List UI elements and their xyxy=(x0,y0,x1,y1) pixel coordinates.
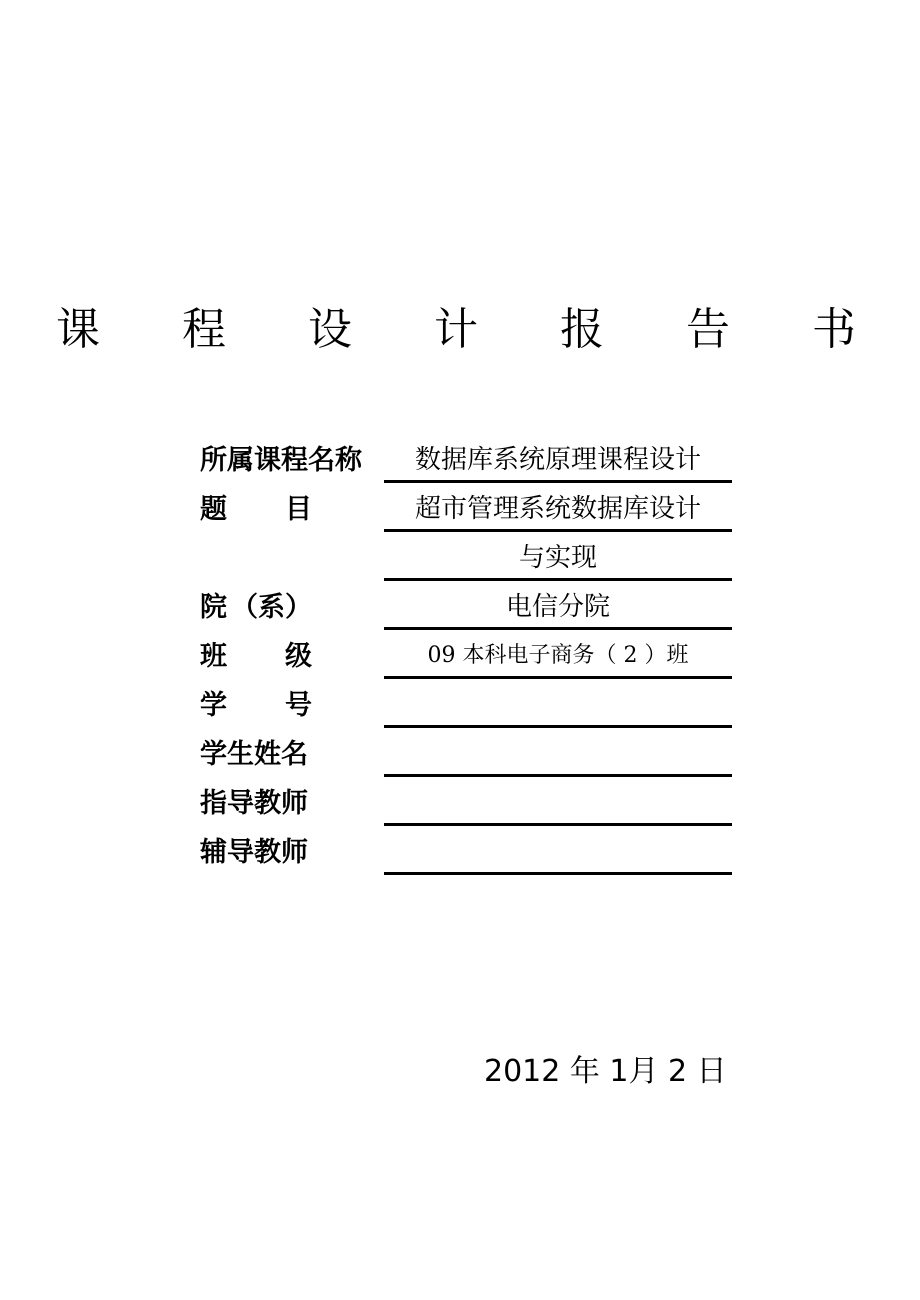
student-id-value xyxy=(384,683,732,728)
department-label-part1: 院 xyxy=(200,592,227,623)
student-id-label-part1: 学 xyxy=(200,690,227,721)
student-name-label: 学生姓名 xyxy=(200,739,308,770)
department-row xyxy=(200,585,732,634)
supervisor-value xyxy=(384,781,732,826)
topic-label-part2: 目 xyxy=(285,494,312,525)
course-row xyxy=(200,438,732,487)
topic-value-line1: 超市管理系统数据库设计 xyxy=(384,487,732,532)
supervisor-row xyxy=(200,781,732,830)
assistant-supervisor-row xyxy=(200,830,732,879)
department-label-part2: （系） xyxy=(231,592,312,623)
document-title: 课 程 设 计 报 告 书 xyxy=(56,304,890,355)
topic-label xyxy=(200,491,312,529)
course-label: 所属课程名称 xyxy=(200,445,362,476)
student-id-row xyxy=(200,683,732,732)
topic-row xyxy=(200,487,732,536)
course-value: 数据库系统原理课程设计 xyxy=(384,438,732,483)
assistant-supervisor-label: 辅导教师 xyxy=(200,837,308,868)
topic-continuation-row xyxy=(200,536,732,585)
student-name-value xyxy=(384,732,732,777)
class-label-part1: 班 xyxy=(200,641,227,672)
assistant-supervisor-value xyxy=(384,830,732,875)
department-label xyxy=(200,589,312,627)
student-id-label xyxy=(200,687,312,725)
class-row xyxy=(200,634,732,683)
class-value: 09 本科电子商务（ 2 ）班 xyxy=(384,634,732,679)
department-value: 电信分院 xyxy=(384,585,732,630)
supervisor-label: 指导教师 xyxy=(200,788,308,819)
class-label-part2: 级 xyxy=(285,641,312,672)
student-name-row xyxy=(200,732,732,781)
class-label xyxy=(200,638,312,676)
topic-value-line2: 与实现 xyxy=(384,536,732,581)
topic-label-part1: 题 xyxy=(200,494,227,525)
report-date: 2012 年 1月 2 日 xyxy=(484,1054,727,1089)
cover-info-form xyxy=(200,438,732,879)
student-id-label-part2: 号 xyxy=(285,690,312,721)
